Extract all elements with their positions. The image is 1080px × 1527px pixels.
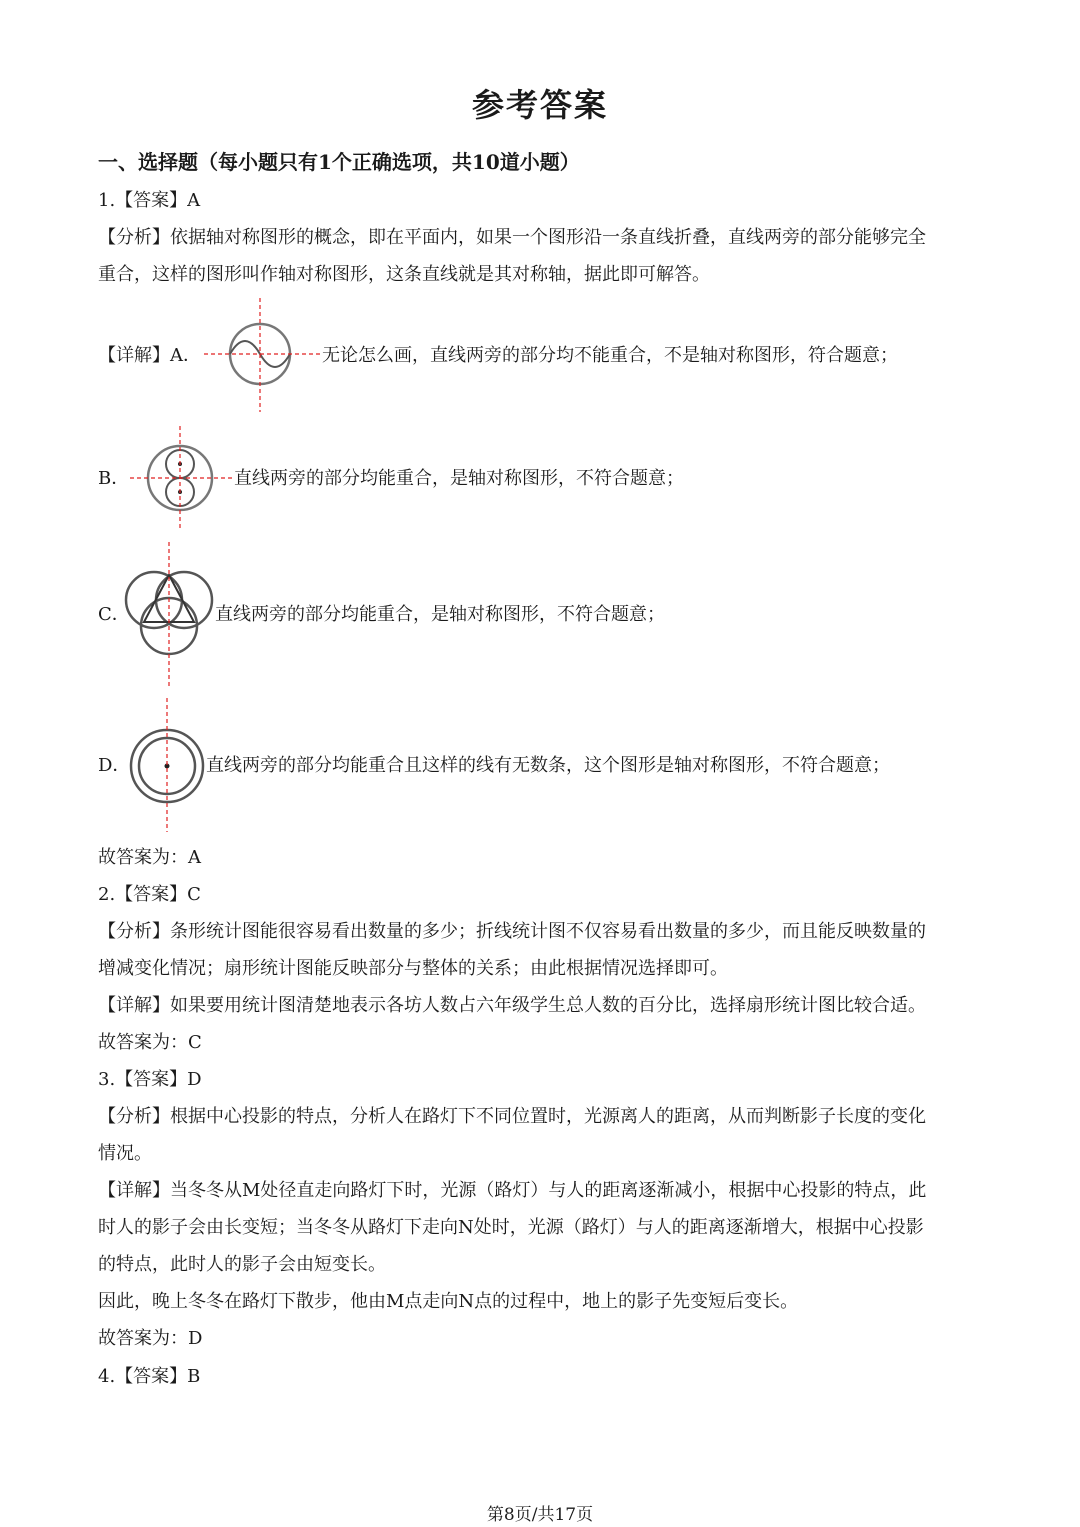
q1-d-text: 直线两旁的部分均能重合且这样的线有无数条，这个图形是轴对称图形，不符合题意； [206,755,890,776]
q1-analysis-line2: 重合，这样的图形叫作轴对称图形，这条直线就是其对称轴，据此即可解答。 [98,264,710,285]
q3-detail-line3: 的特点，此时人的影子会由短变长。 [98,1254,386,1275]
figure-c-triangle-circles [124,542,216,688]
figure-a-yin-yang [200,298,324,412]
q3-detail-line2: 时人的影子会由长变短；当冬冬从路灯下走向N处时，光源（路灯）与人的距离逐渐增大，根据中心投影 [98,1217,924,1238]
q1-analysis-line1: 【分析】依据轴对称图形的概念，即在平面内，如果一个图形沿一条直线折叠，直线两旁的部分能够完全 [98,227,926,248]
q1-detail-a-text: 无论怎么画，直线两旁的部分均不能重合，不是轴对称图形，符合题意； [322,345,898,366]
page-title: 参考答案 [471,86,608,124]
q3-conclusion: 故答案为：D [98,1328,203,1349]
q1-conclusion: 故答案为：A [98,847,201,868]
page-footer: 第8页/共17页 [486,1505,594,1525]
section-heading: 一、选择题（每小题只有1个正确选项，共10道小题） [98,150,580,174]
figure-d-concentric-circles [128,698,208,832]
q3-therefore: 因此，晚上冬冬在路灯下散步，他由M点走向N点的过程中，地上的影子先变短后变长。 [98,1291,799,1312]
q1-d-prefix: D． [98,755,131,776]
figure-b-double-circle [128,426,234,530]
q1-answer: 1.【答案】A [98,190,201,211]
q2-analysis-line1: 【分析】条形统计图能很容易看出数量的多少；折线统计图不仅容易看出数量的多少，而且能反映数量的 [98,921,926,942]
q3-analysis-line2: 情况。 [98,1143,152,1164]
q3-detail-line1: 【详解】当冬冬从M处径直走向路灯下时，光源（路灯）与人的距离逐渐减小，根据中心投影的特点，此 [98,1180,927,1201]
q1-b-prefix: B． [98,468,130,489]
q1-b-text: 直线两旁的部分均能重合，是轴对称图形，不符合题意； [234,468,684,489]
q2-conclusion: 故答案为：C [98,1032,202,1053]
q2-answer: 2.【答案】C [98,884,201,905]
q1-c-text: 直线两旁的部分均能重合，是轴对称图形，不符合题意； [215,604,665,625]
q1-detail-a-prefix: 【详解】A． [98,345,201,366]
q3-answer: 3.【答案】D [98,1069,202,1090]
q2-detail: 【详解】如果要用统计图清楚地表示各坊人数占六年级学生总人数的百分比，选择扇形统计图比较合适。 [98,995,926,1016]
q2-analysis-line2: 增减变化情况；扇形统计图能反映部分与整体的关系；由此根据情况选择即可。 [98,958,728,979]
q3-analysis-line1: 【分析】根据中心投影的特点，分析人在路灯下不同位置时，光源离人的距离，从而判断影子长度的变化 [98,1106,926,1127]
q4-answer: 4.【答案】B [98,1366,201,1387]
q1-c-prefix: C． [98,604,130,625]
